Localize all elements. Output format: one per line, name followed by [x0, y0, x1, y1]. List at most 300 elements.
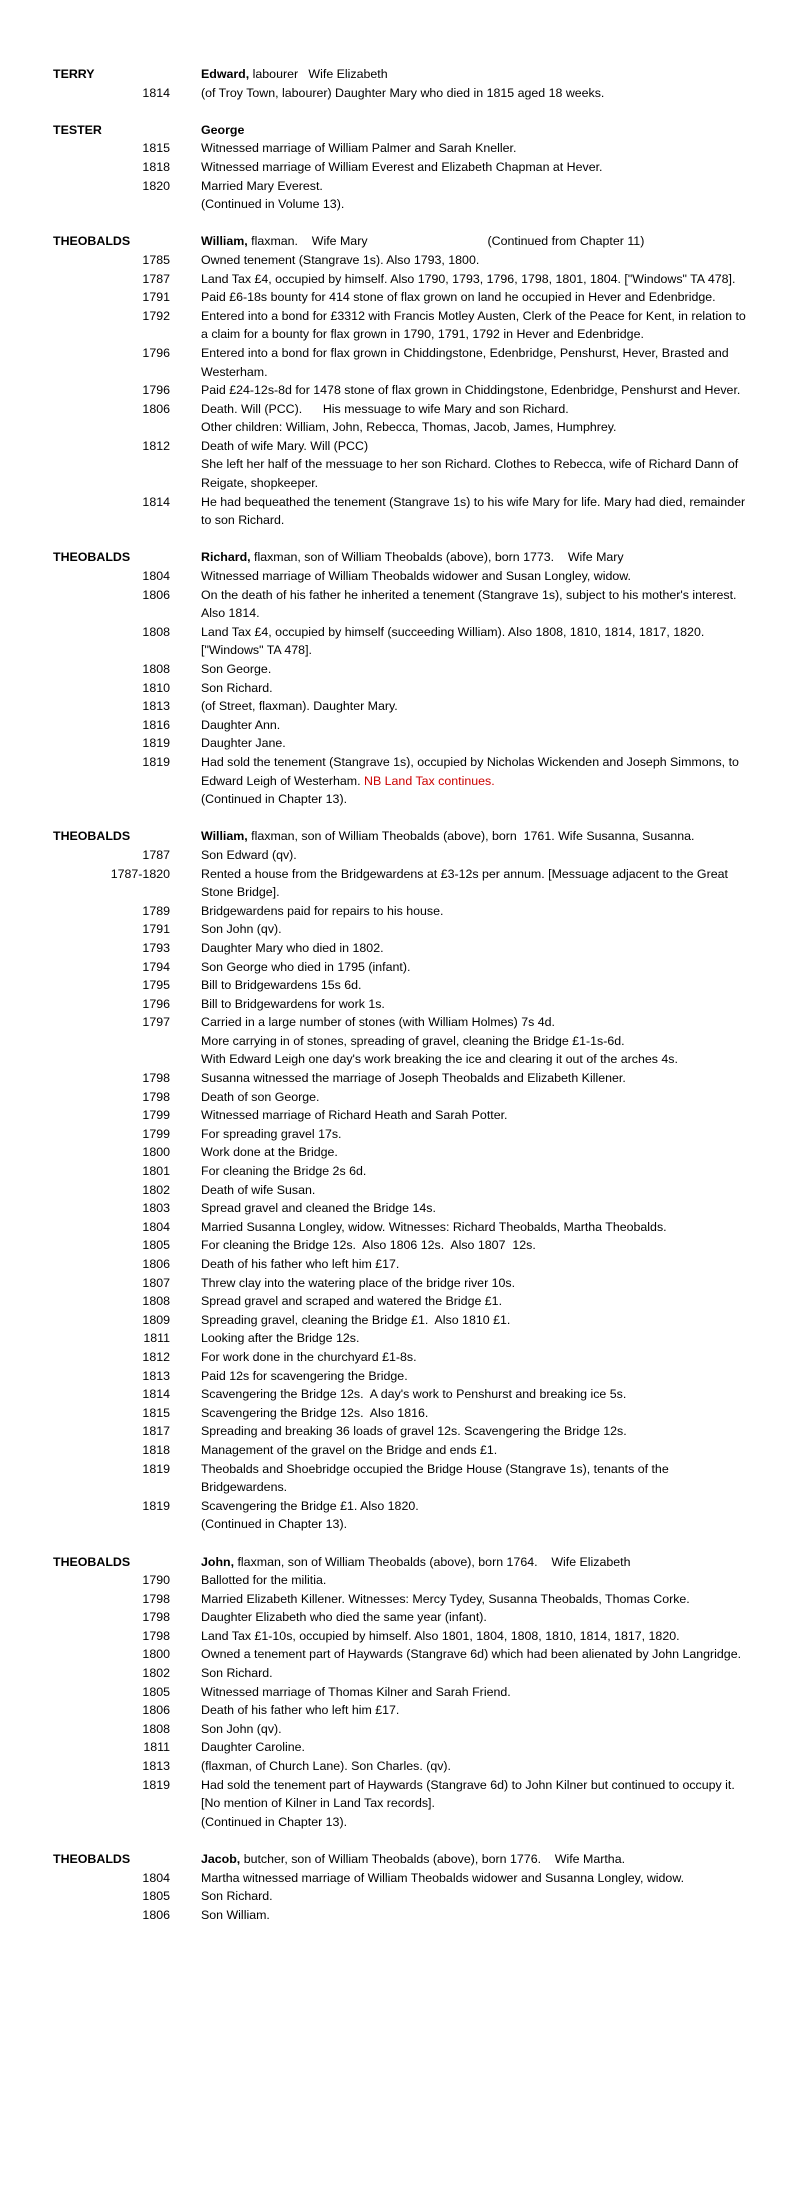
- entry-year: 1813: [142, 1759, 170, 1774]
- entry-description: Bridgewardens paid for repairs to his house.: [201, 903, 444, 918]
- entry-row: [0, 1813, 800, 1832]
- entry-text: [201, 865, 746, 902]
- entry-row: [0, 158, 800, 177]
- entry-description: She left her half of the messuage to her son Richard. Clothes to Rebecca, wife of Richard Dann of Reigate, shopkeeper.: [201, 457, 742, 491]
- entry-year: 1801: [142, 1164, 170, 1179]
- entry-text: [201, 251, 746, 270]
- entry-row: [0, 381, 800, 400]
- entry-text: [201, 1069, 746, 1088]
- entry-year: 1798: [142, 1591, 170, 1606]
- entry-year: 1816: [142, 717, 170, 732]
- entry-description: For cleaning the Bridge 2s 6d.: [201, 1164, 367, 1179]
- entry-description: Son William.: [201, 1907, 270, 1922]
- entry-description: Daughter Caroline.: [201, 1740, 306, 1755]
- entry-row: [0, 716, 800, 735]
- entry-row: [0, 121, 800, 140]
- entry-text: [201, 920, 746, 939]
- entry-description: Spread gravel and scraped and watered the Bridge £1.: [201, 1294, 503, 1309]
- entry-year: 1798: [142, 1071, 170, 1086]
- entry-text: [201, 288, 746, 307]
- entry-description: Other children: William, John, Rebecca, Thomas, Jacob, James, Humphrey.: [201, 420, 617, 435]
- entry-description: Land Tax £4, occupied by himself (succeeding William). Also 1808, 1810, 1814, 1817, 1820. ["Windows" TA 478].: [201, 624, 708, 658]
- entry-row: [0, 1255, 800, 1274]
- entry-description: Witnessed marriage of William Palmer and Sarah Kneller.: [201, 141, 517, 156]
- entry-description: Bill to Bridgewardens 15s 6d.: [201, 978, 362, 993]
- surname: THEOBALDS: [53, 1852, 131, 1866]
- entry-year: 1818: [142, 159, 170, 174]
- entry-year: 1806: [142, 587, 170, 602]
- entry-text: [201, 958, 746, 977]
- entry-description: butcher, son of William Theobalds (above), born 1776. Wife Martha.: [240, 1852, 626, 1866]
- entry-year: 1808: [142, 1294, 170, 1309]
- entry-description: Theobalds and Shoebridge occupied the Bridge House (Stangrave 1s), tenants of the Bridgewardens.: [201, 1461, 673, 1495]
- entry-text: [201, 1274, 746, 1293]
- entry-text: [201, 976, 746, 995]
- entry-text: [201, 1162, 746, 1181]
- entry-text: [201, 1218, 746, 1237]
- entry-year: 1819: [142, 1777, 170, 1792]
- entry-text: [201, 1887, 746, 1906]
- entry-row: [0, 1553, 800, 1572]
- entry-row: [0, 623, 800, 660]
- entry-description: (Continued in Chapter 13).: [201, 1814, 348, 1829]
- entry-text: [201, 567, 746, 586]
- entry-year: 1808: [142, 1721, 170, 1736]
- entry-description: flaxman. Wife Mary: [247, 234, 368, 249]
- entry-year: 1811: [143, 1740, 170, 1755]
- entry-row: [0, 1181, 800, 1200]
- entry-year: 1806: [142, 1703, 170, 1718]
- entry-year: 1799: [142, 1108, 170, 1123]
- entry-year: 1809: [142, 1312, 170, 1327]
- entry-year: 1819: [142, 1461, 170, 1476]
- entry-row: [0, 1236, 800, 1255]
- entry-year: 1796: [142, 345, 170, 360]
- entry-row: [0, 270, 800, 289]
- entry-year: 1802: [142, 1182, 170, 1197]
- surname: THEOBALDS: [53, 234, 131, 249]
- entry-text: [201, 1106, 746, 1125]
- entry-row: [0, 493, 800, 530]
- entry-text: [201, 1906, 746, 1925]
- entry-row: [0, 567, 800, 586]
- entry-row: [0, 1627, 800, 1646]
- entry-row: [0, 679, 800, 698]
- entry-year: 1804: [142, 1219, 170, 1234]
- entry-description: Paid £6-18s bounty for 414 stone of flax grown on land he occupied in Hever and Edenbridge.: [201, 290, 716, 305]
- entry-text: [201, 1143, 746, 1162]
- entry-year: 1794: [142, 959, 170, 974]
- person-name: John,: [201, 1554, 235, 1569]
- person-name: Jacob,: [201, 1852, 241, 1866]
- entry-year: 1805: [142, 1684, 170, 1699]
- entry-row: [0, 1515, 800, 1534]
- continuation-note: (Continued from Chapter 11): [487, 234, 645, 249]
- entry-description: Daughter Jane.: [201, 736, 286, 751]
- entry-description: Witnessed marriage of William Theobalds widower and Susan Longley, widow.: [201, 569, 631, 584]
- entry-year: 1819: [142, 736, 170, 751]
- entry-text: [201, 902, 746, 921]
- entry-row: [0, 1143, 800, 1162]
- entry-text: [201, 1515, 746, 1534]
- entry-text: [201, 400, 746, 419]
- entry-year: 1813: [142, 699, 170, 714]
- entry-description: Witnessed marriage of Thomas Kilner and Sarah Friend.: [201, 1684, 511, 1699]
- entry-row: [0, 1776, 800, 1813]
- entry-row: [0, 958, 800, 977]
- entry-row: [0, 586, 800, 623]
- entry-row: [0, 288, 800, 307]
- entry-text: [201, 1385, 746, 1404]
- entry-row: [0, 195, 800, 214]
- entry-row: [0, 1367, 800, 1386]
- entry-row: [0, 232, 800, 251]
- person-entry: [0, 121, 800, 214]
- entry-row: [0, 1869, 800, 1888]
- entry-year: 1805: [142, 1238, 170, 1253]
- entry-text: [201, 1664, 746, 1683]
- entry-text: [201, 1571, 746, 1590]
- entry-row: [0, 1664, 800, 1683]
- person-entry: [0, 1850, 800, 1924]
- entry-row: [0, 1701, 800, 1720]
- entry-year: 1796: [142, 383, 170, 398]
- entry-description: Scavengering the Bridge 12s. Also 1816.: [201, 1405, 429, 1420]
- entry-description: Son Richard.: [201, 1666, 273, 1681]
- entry-text: [201, 1869, 746, 1888]
- entry-year: 1808: [142, 662, 170, 676]
- surname: THEOBALDS: [53, 829, 131, 844]
- entry-year: 1798: [142, 1628, 170, 1643]
- entry-row: [0, 976, 800, 995]
- entry-text: [201, 1348, 746, 1367]
- entry-text: [201, 716, 746, 735]
- entry-text: [201, 1590, 746, 1609]
- entry-text: [201, 1032, 746, 1051]
- person-name: Richard,: [201, 550, 251, 565]
- entry-description: (of Troy Town, labourer) Daughter Mary who died in 1815 aged 18 weeks.: [201, 85, 605, 100]
- entry-year: 1787: [142, 271, 170, 286]
- entry-row: [0, 1274, 800, 1293]
- entry-row: [0, 660, 800, 679]
- entry-year: 1814: [142, 494, 170, 509]
- entry-description: Rented a house from the Bridgewardens at £3-12s per annum. [Messuage adjacent to the Great Stone Bridge].: [201, 866, 732, 900]
- entry-row: [0, 1571, 800, 1590]
- entry-description: (Continued in Volume 13).: [201, 197, 345, 212]
- surname: THEOBALDS: [53, 1554, 131, 1569]
- entry-row: [0, 455, 800, 492]
- entry-year: 1787: [142, 847, 170, 862]
- entry-row: [0, 939, 800, 958]
- entry-text: [201, 65, 746, 84]
- entry-text: [201, 1757, 746, 1776]
- entry-text: [201, 1236, 746, 1255]
- entry-description: For cleaning the Bridge 12s. Also 1806 12s. Also 1807 12s.: [201, 1238, 536, 1253]
- entry-row: [0, 1850, 800, 1869]
- entry-row: [0, 1311, 800, 1330]
- entry-row: [0, 1738, 800, 1757]
- person-name: William,: [201, 829, 248, 844]
- entry-year: 1817: [142, 1424, 170, 1439]
- person-name: William,: [201, 234, 248, 249]
- entry-description: Had sold the tenement (Stangrave 1s), occupied by Nicholas Wickenden and Joseph Simmons, to Edward Leigh of Westerham.: [201, 754, 743, 788]
- entry-row: [0, 1441, 800, 1460]
- entry-text: [201, 995, 746, 1014]
- entry-description: (Continued in Chapter 13).: [201, 792, 348, 807]
- entry-text: [201, 623, 746, 660]
- entry-description: flaxman, son of William Theobalds (above), born 1764. Wife Elizabeth: [234, 1554, 631, 1569]
- entry-year: 1790: [142, 1573, 170, 1588]
- entry-year: 1804: [142, 1870, 170, 1885]
- entry-text: [201, 307, 750, 344]
- entry-year: 1798: [142, 1610, 170, 1625]
- entry-description: Daughter Mary who died in 1802.: [201, 940, 384, 955]
- entry-year: 1799: [142, 1126, 170, 1141]
- entry-description: Son George.: [201, 662, 272, 676]
- surname: TERRY: [53, 67, 95, 81]
- entry-row: [0, 84, 800, 103]
- person-name: George: [201, 122, 245, 137]
- entry-year: 1813: [142, 1368, 170, 1383]
- entry-description: Spread gravel and cleaned the Bridge 14s.: [201, 1201, 436, 1216]
- entry-description: (flaxman, of Church Lane). Son Charles. (qv).: [201, 1759, 451, 1774]
- entry-text: [201, 1850, 746, 1869]
- entry-row: [0, 902, 800, 921]
- entry-text: [201, 232, 746, 251]
- entry-text: [201, 827, 746, 846]
- entry-description: Married Elizabeth Killener. Witnesses: Mercy Tydey, Susanna Theobalds, Thomas Corke.: [201, 1591, 690, 1606]
- entry-text: [201, 1181, 746, 1200]
- entry-description: Married Mary Everest.: [201, 178, 323, 193]
- entry-row: [0, 697, 800, 716]
- entry-row: [0, 1404, 800, 1423]
- entry-year: 1787-1820: [110, 866, 170, 881]
- entry-year: 1811: [143, 1331, 170, 1346]
- entry-description: Ballotted for the militia.: [201, 1573, 327, 1588]
- entry-text: [201, 734, 746, 753]
- entry-row: [0, 1199, 800, 1218]
- entry-text: [201, 1367, 746, 1386]
- entry-description: Spreading and breaking 36 loads of gravel 12s. Scavengering the Bridge 12s.: [201, 1424, 627, 1439]
- entry-description: (Continued in Chapter 13).: [201, 1517, 348, 1532]
- entry-row: [0, 1162, 800, 1181]
- entry-text: [201, 1404, 746, 1423]
- entry-text: [201, 1292, 746, 1311]
- entry-description: Son Richard.: [201, 680, 273, 695]
- entry-row: [0, 1106, 800, 1125]
- entry-row: [0, 1757, 800, 1776]
- entry-description: Death of wife Susan.: [201, 1182, 316, 1197]
- entry-year: 1812: [142, 1349, 170, 1364]
- entry-year: 1800: [142, 1647, 170, 1662]
- entry-row: [0, 548, 800, 567]
- entry-row: [0, 1385, 800, 1404]
- person-entry: [0, 232, 800, 530]
- entry-text: [201, 846, 746, 865]
- entry-row: [0, 995, 800, 1014]
- entry-row: [0, 734, 800, 753]
- entry-text: [201, 1497, 746, 1516]
- entry-row: [0, 1088, 800, 1107]
- entry-description: Work done at the Bridge.: [201, 1145, 338, 1160]
- entry-year: 1806: [142, 1257, 170, 1271]
- person-name: Edward,: [201, 67, 250, 81]
- entry-description: On the death of his father he inherited a tenement (Stangrave 1s), subject to his mother's interest. Also 1814.: [201, 587, 743, 621]
- entry-row: [0, 139, 800, 158]
- entry-text: [201, 660, 746, 679]
- entry-year: 1812: [142, 438, 170, 453]
- entry-text: [201, 753, 746, 790]
- entry-text: [201, 455, 746, 492]
- entry-row: [0, 1329, 800, 1348]
- entry-text: [201, 1199, 746, 1218]
- entry-year: 1819: [142, 1498, 170, 1513]
- entry-text: [201, 437, 746, 456]
- surname: TESTER: [53, 122, 102, 137]
- entry-year: 1814: [142, 85, 170, 100]
- entry-row: [0, 177, 800, 196]
- entry-text: [201, 1701, 746, 1720]
- entry-description: Paid £24-12s-8d for 1478 stone of flax grown in Chiddingstone, Edenbridge, Penshurst and Hever.: [201, 383, 741, 398]
- entry-description: Carried in a large number of stones (with William Holmes) 7s 4d.: [201, 1015, 555, 1030]
- entry-text: [201, 1683, 746, 1702]
- entry-year: 1785: [142, 252, 170, 267]
- entry-description: Entered into a bond for £3312 with Francis Motley Austen, Clerk of the Peace for Kent, in relation to a claim for a bounty for flax grown in 1790, 1791, 1792 in Hever and Edenbridge.: [201, 308, 750, 342]
- entry-year: 1806: [142, 401, 170, 416]
- entry-row: [0, 418, 800, 437]
- entry-year: 1819: [142, 754, 170, 769]
- entry-text: [201, 1645, 746, 1664]
- entry-year: 1792: [142, 308, 170, 323]
- entry-description: flaxman, son of William Theobalds (above), born 1773. Wife Mary: [250, 550, 624, 565]
- entry-text: [201, 1013, 746, 1032]
- entry-year: 1789: [142, 903, 170, 918]
- entry-year: 1807: [142, 1275, 170, 1290]
- entry-description: Witnessed marriage of Richard Heath and Sarah Potter.: [201, 1108, 508, 1123]
- entry-row: [0, 65, 800, 84]
- entry-description: Death of his father who left him £17.: [201, 1703, 400, 1718]
- entry-row: [0, 1292, 800, 1311]
- entry-text: [201, 1255, 746, 1274]
- entry-row: [0, 790, 800, 809]
- entry-description: flaxman, son of William Theobalds (above), born 1761. Wife Susanna, Susanna.: [247, 829, 695, 844]
- entry-description: Death. Will (PCC). His messuage to wife Mary and son Richard.: [201, 401, 569, 416]
- entry-description: Land Tax £4, occupied by himself. Also 1790, 1793, 1796, 1798, 1801, 1804. ["Windows" TA 478].: [201, 271, 736, 286]
- entry-row: [0, 251, 800, 270]
- entry-description: Son Richard.: [201, 1889, 273, 1904]
- entry-text: [201, 697, 746, 716]
- entry-text: [201, 195, 746, 214]
- entry-description: Scavengering the Bridge 12s. A day's work to Penshurst and breaking ice 5s.: [201, 1387, 627, 1402]
- entry-text: [201, 1441, 746, 1460]
- entry-text: [201, 679, 746, 698]
- entry-row: [0, 753, 800, 790]
- entry-year: 1814: [142, 1387, 170, 1402]
- entry-text: [201, 418, 746, 437]
- entry-year: 1802: [142, 1666, 170, 1681]
- entry-text: [201, 270, 746, 289]
- entry-text: [201, 1088, 746, 1107]
- entry-text: [201, 121, 746, 140]
- entry-row: [0, 1906, 800, 1925]
- entry-description: Death of his father who left him £17.: [201, 1257, 400, 1271]
- entry-year: 1815: [142, 141, 170, 156]
- entry-row: [0, 307, 800, 344]
- entry-text: [201, 381, 746, 400]
- entry-year: 1797: [142, 1015, 170, 1030]
- entry-description: Looking after the Bridge 12s.: [201, 1331, 360, 1346]
- entry-description: Daughter Ann.: [201, 717, 281, 732]
- entry-text: [201, 1125, 746, 1144]
- entry-year: 1796: [142, 996, 170, 1011]
- entry-description: Witnessed marriage of William Everest and Elizabeth Chapman at Hever.: [201, 159, 603, 174]
- entry-text: [201, 1776, 746, 1813]
- entry-description: Son Edward (qv).: [201, 847, 297, 862]
- entry-description: More carrying in of stones, spreading of gravel, cleaning the Bridge £1-1s-6d.: [201, 1033, 625, 1048]
- entry-text: [201, 586, 746, 623]
- entry-description: Death of son George.: [201, 1089, 320, 1104]
- entry-row: [0, 1460, 800, 1497]
- entry-description: Entered into a bond for flax grown in Chiddingstone, Edenbridge, Penshurst, Hever, Brasted and Westerham.: [201, 345, 733, 379]
- entry-row: [0, 1032, 800, 1051]
- entry-description: Spreading gravel, cleaning the Bridge £1. Also 1810 £1.: [201, 1312, 511, 1327]
- entry-description: Son John (qv).: [201, 1721, 282, 1736]
- entry-description: Death of wife Mary. Will (PCC): [201, 438, 369, 453]
- entry-year: 1791: [142, 290, 170, 305]
- entry-year: 1804: [142, 569, 170, 584]
- entry-description: labourer Wife Elizabeth: [249, 67, 388, 81]
- entry-text: [201, 1460, 746, 1497]
- entry-row: [0, 1422, 800, 1441]
- person-entry: [0, 1553, 800, 1832]
- entry-description: Married Susanna Longley, widow. Witnesses: Richard Theobalds, Martha Theobalds.: [201, 1219, 667, 1234]
- entry-text: [201, 177, 746, 196]
- entry-text: [201, 1720, 746, 1739]
- entry-year: 1808: [142, 624, 170, 639]
- entry-description: For work done in the churchyard £1-8s.: [201, 1349, 417, 1364]
- entry-text: [201, 1553, 746, 1572]
- surname: THEOBALDS: [53, 550, 131, 565]
- entry-text: [201, 548, 746, 567]
- person-entry: [0, 65, 800, 102]
- entry-year: 1818: [142, 1442, 170, 1457]
- entry-row: [0, 846, 800, 865]
- entry-description: Land Tax £1-10s, occupied by himself. Also 1801, 1804, 1808, 1810, 1814, 1817, 1820.: [201, 1628, 680, 1643]
- entry-row: [0, 1218, 800, 1237]
- entry-row: [0, 344, 800, 381]
- entry-row: [0, 1590, 800, 1609]
- entry-row: [0, 1125, 800, 1144]
- entry-row: [0, 865, 800, 902]
- entry-text: [201, 790, 746, 809]
- entry-row: [0, 1887, 800, 1906]
- entry-row: [0, 400, 800, 419]
- entry-row: [0, 920, 800, 939]
- entry-description: Daughter Elizabeth who died the same year (infant).: [201, 1610, 487, 1625]
- entry-description: Son John (qv).: [201, 922, 282, 937]
- entry-text: [201, 493, 749, 530]
- entry-row: [0, 437, 800, 456]
- entry-text: [201, 1608, 746, 1627]
- entry-row: [0, 1683, 800, 1702]
- entry-text: [201, 1627, 746, 1646]
- entry-year: 1803: [142, 1201, 170, 1216]
- entry-text: [201, 1738, 746, 1757]
- entry-description: He had bequeathed the tenement (Stangrave 1s) to his wife Mary for life. Mary had died, remainder to son Richard.: [201, 494, 749, 528]
- red-note: NB Land Tax continues.: [364, 773, 495, 788]
- entry-row: [0, 1608, 800, 1627]
- entry-description: Management of the gravel on the Bridge and ends £1.: [201, 1442, 498, 1457]
